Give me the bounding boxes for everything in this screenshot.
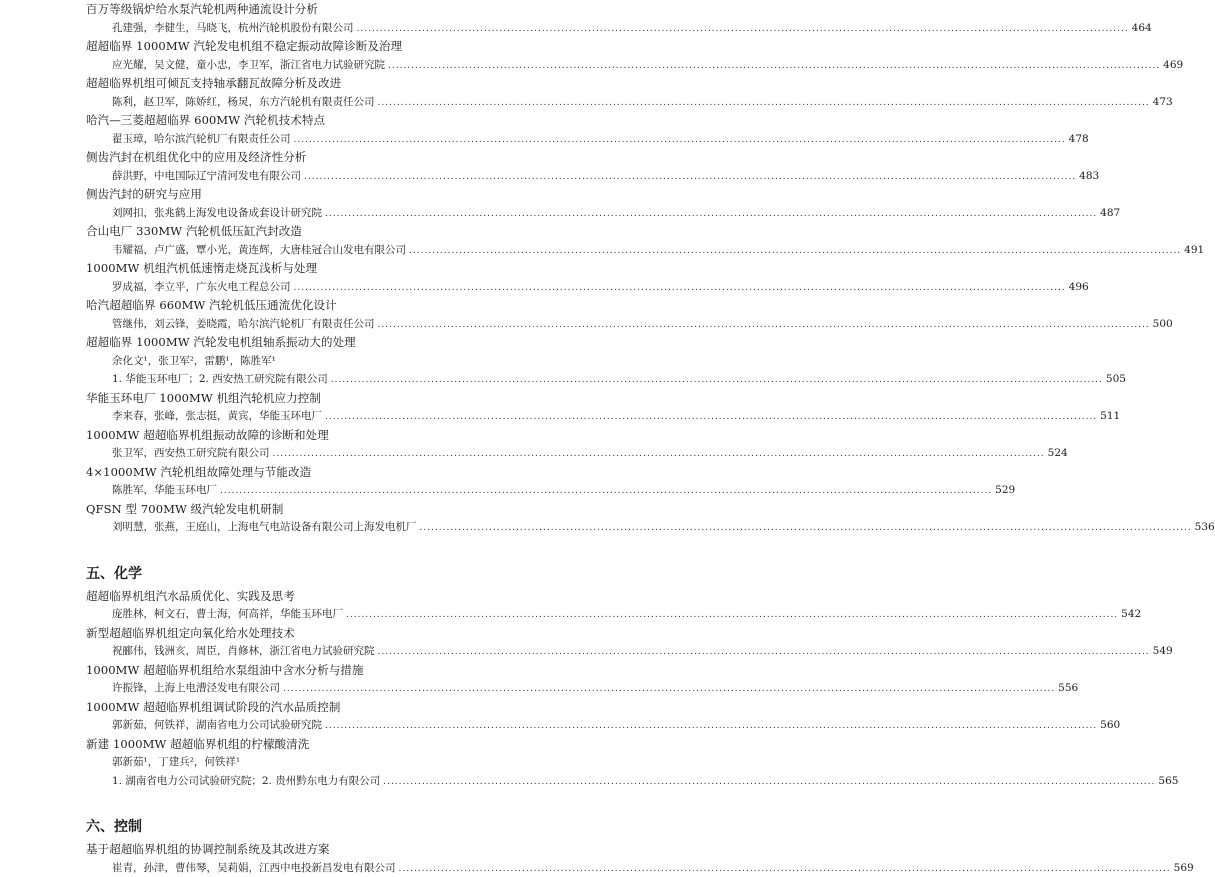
article-title: 基于超超临界机组的协调控制系统及其改进方案: [86, 842, 330, 856]
authors: 余化文¹，张卫军²，雷鹏¹，陈胜军¹: [112, 354, 276, 367]
author-line: [112, 131, 1089, 148]
author-line: [112, 754, 615, 770]
page-number: 483: [1079, 169, 1100, 182]
page-number: 529: [995, 484, 1016, 496]
page-number: 524: [1047, 447, 1068, 459]
article-title: 侧齿汽封的研究与应用: [86, 187, 202, 201]
page-number: 487: [1100, 206, 1121, 219]
author-line: [112, 57, 1184, 74]
authors: 孔建强，李健生，马晓飞，杭州汽轮机股份有限公司: [112, 21, 354, 34]
authors: 翟玉璋，哈尔滨汽轮机厂有限责任公司: [112, 132, 291, 145]
dot-leader: ........................................................................................................................................................................................................: [377, 647, 1150, 657]
dot-leader: ........................................................................................................................................................................................................: [356, 23, 1129, 34]
authors: 许振锋，上海上电漕泾发电有限公司: [112, 682, 280, 694]
authors: 郭新茹¹，丁建兵²，何铁祥¹: [112, 756, 241, 768]
author-line: [112, 680, 1079, 697]
page-number: 569: [1173, 861, 1194, 874]
authors: 陈胜军，华能玉环电厂: [112, 484, 217, 496]
dot-leader: ........................................................................................................................................................................................................: [304, 171, 1077, 182]
author-line: [112, 20, 1152, 37]
article-title: 1000MW 超超临界机组振动故障的诊断和处理: [86, 427, 329, 442]
article-title: 新型超超临界机组定向氧化给水处理技术: [86, 625, 295, 640]
author-line: [112, 860, 1194, 877]
author-line: [112, 371, 1126, 388]
article-title: 1000MW 机组汽机低速惰走烧瓦浅析与处理: [86, 261, 318, 275]
author-line: [112, 168, 1100, 185]
dot-leader: ........................................................................................................................................................................................................: [325, 412, 1098, 422]
page-number: 464: [1131, 21, 1152, 34]
authors: 1. 湖南省电力公司试验研究院；2. 贵州黔东电力有限公司: [112, 774, 381, 787]
dot-leader: ........................................................................................................................................................................................................: [419, 523, 1192, 533]
page-number: 560: [1100, 719, 1121, 731]
page-number: 536: [1194, 521, 1215, 533]
page-number: 491: [1184, 243, 1205, 256]
dot-leader: ........................................................................................................................................................................................................: [383, 776, 1156, 787]
authors: 罗成福，李立平，广东火电工程总公司: [112, 280, 291, 293]
section-heading: 六、控制: [86, 819, 142, 835]
page-number: 478: [1068, 132, 1089, 145]
author-line: [112, 94, 1173, 111]
author-line: [112, 242, 1205, 259]
article-title: 4×1000MW 汽轮机组故障处理与节能改造: [86, 464, 312, 479]
author-line: [112, 482, 1016, 499]
page-number: 549: [1152, 645, 1173, 657]
author-line: [112, 643, 1173, 660]
page-number: 469: [1163, 58, 1184, 71]
article-title: 超超临界 1000MW 汽轮发电机组轴系振动大的处理: [86, 335, 356, 349]
author-line: [112, 519, 1215, 536]
page-number: 556: [1058, 682, 1079, 694]
dot-leader: ........................................................................................................................................................................................................: [220, 486, 993, 496]
authors: 庞胜林，柯文石，曹士海，何高祥，华能玉环电厂: [112, 608, 343, 620]
article-title: 超超临界机组汽水品质优化、实践及思考: [86, 588, 295, 603]
article-title: 百万等级锅炉给水泵汽轮机两种通流设计分析: [86, 2, 318, 16]
dot-leader: ........................................................................................................................................................................................................: [325, 208, 1098, 219]
authors: 张卫军，西安热工研究院有限公司: [112, 447, 270, 459]
authors: 薛洪野，中电国际辽宁清河发电有限公司: [112, 169, 301, 182]
author-line: [112, 408, 1121, 425]
dot-leader: ........................................................................................................................................................................................................: [346, 610, 1119, 620]
dot-leader: ........................................................................................................................................................................................................: [409, 245, 1182, 256]
author-line: [112, 773, 1179, 790]
author-line: [112, 606, 1142, 623]
author-line: [112, 353, 615, 369]
authors: 陈利，赵卫军，陈娇红，杨炅，东方汽轮机有限责任公司: [112, 95, 375, 108]
article-title: 合山电厂 330MW 汽轮机低压缸汽封改造: [86, 224, 302, 238]
article-title: 哈汽超超临界 660MW 汽轮机低压通流优化设计: [86, 298, 337, 312]
article-title: 新建 1000MW 超超临界机组的柠檬酸清洗: [86, 736, 310, 751]
article-title: 侧齿汽封在机组优化中的应用及经济性分析: [86, 150, 307, 164]
article-title: 哈汽—三菱超超临界 600MW 汽轮机技术特点: [86, 113, 326, 127]
authors: 李来春，张峰，张志挺，黄宾，华能玉环电厂: [112, 410, 322, 422]
article-title: 超超临界 1000MW 汽轮发电机组不稳定振动故障诊断及治理: [86, 39, 403, 53]
author-line: [112, 279, 1089, 296]
authors: 应光耀，吴文健，童小忠，李卫军，浙江省电力试验研究院: [112, 58, 385, 71]
page-number: 500: [1152, 317, 1173, 330]
author-line: [112, 316, 1173, 333]
author-line: [112, 445, 1068, 462]
article-title: 华能玉环电厂 1000MW 机组汽轮机应力控制: [86, 390, 321, 405]
author-line: [112, 717, 1121, 734]
authors: 祝郦伟，钱洲亥，周臣，肖修林，浙江省电力试验研究院: [112, 645, 375, 657]
dot-leader: ........................................................................................................................................................................................................: [293, 134, 1066, 145]
dot-leader: ........................................................................................................................................................................................................: [398, 863, 1171, 874]
page-number: 565: [1158, 774, 1179, 787]
page-number: 542: [1121, 608, 1142, 620]
dot-leader: ........................................................................................................................................................................................................: [293, 282, 1066, 293]
authors: 刘网扣，张兆鹤上海发电设备成套设计研究院: [112, 206, 322, 219]
article-title: QFSN 型 700MW 级汽轮发电机研制: [86, 501, 284, 516]
dot-leader: ........................................................................................................................................................................................................: [388, 60, 1161, 71]
dot-leader: ........................................................................................................................................................................................................: [283, 684, 1056, 694]
dot-leader: ........................................................................................................................................................................................................: [325, 721, 1098, 731]
authors: 崔青，孙津，曹伟琴，吴莉娟，江西中电投新昌发电有限公司: [112, 861, 396, 874]
dot-leader: ........................................................................................................................................................................................................: [377, 319, 1150, 330]
section-heading: 五、化学: [86, 565, 142, 582]
authors: 1. 华能玉环电厂；2. 西安热工研究院有限公司: [112, 373, 328, 385]
article-title: 1000MW 超超临界机组调试阶段的汽水品质控制: [86, 699, 341, 714]
page-number: 473: [1152, 95, 1173, 108]
authors: 郭新茹，何铁祥，湖南省电力公司试验研究院: [112, 719, 322, 731]
page-number: 505: [1105, 373, 1126, 385]
dot-leader: ........................................................................................................................................................................................................: [272, 449, 1045, 459]
article-title: 超超临界机组可倾瓦支持轴承翻瓦故障分析及改进: [86, 76, 342, 90]
article-title: 1000MW 超超临界机组给水泵组油中含水分析与措施: [86, 662, 364, 677]
authors: 刘明慧，张燕，王庭山，上海电气电站设备有限公司上海发电机厂: [112, 521, 417, 533]
authors: 韦耀福，卢广盛，覃小光，黄连辉，大唐桂冠合山发电有限公司: [112, 243, 406, 256]
dot-leader: ........................................................................................................................................................................................................: [377, 97, 1150, 108]
author-line: [112, 205, 1121, 222]
authors: 管继伟，刘云锋，姜晓霞，哈尔滨汽轮机厂有限责任公司: [112, 317, 375, 330]
page-number: 511: [1100, 410, 1121, 422]
dot-leader: ........................................................................................................................................................................................................: [330, 375, 1103, 385]
page-number: 496: [1068, 280, 1089, 293]
